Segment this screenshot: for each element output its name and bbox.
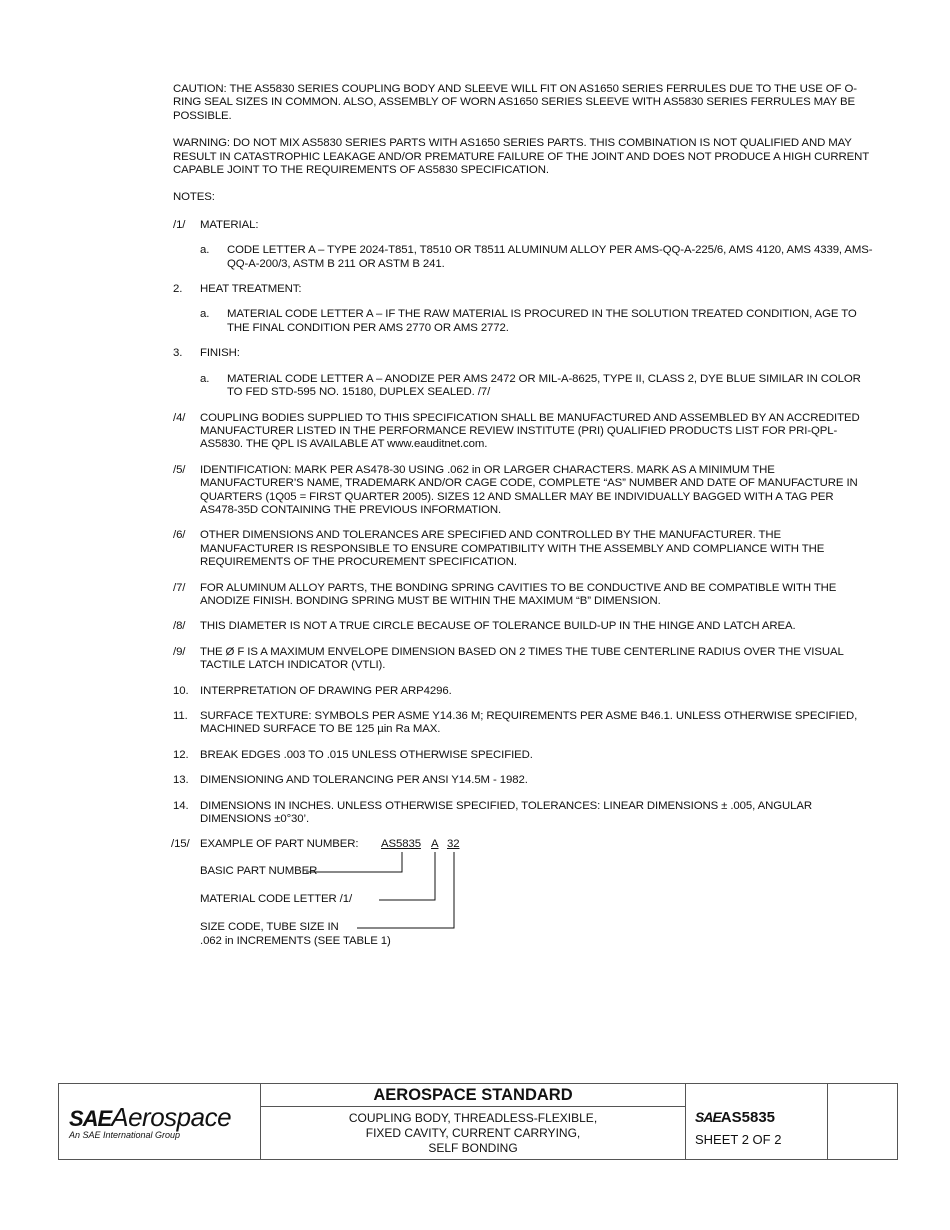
- note-6: /6/ OTHER DIMENSIONS AND TOLERANCES ARE SPECIFIED AND CONTROLLED BY THE MANUFACTURER. THE MANUFACTURER IS RESPONSIBLE TO ENSURE COMPATIBILITY WITH THE ASSEMBLY AND COMPLIANCE WITH THE REQUIREMENTS OF THE PROCUREMENT SPECIFICATION.: [173, 529, 825, 569]
- document-number: SAEAS5835: [695, 1109, 776, 1126]
- note-1: /1/ MATERIAL:: [173, 218, 259, 231]
- note-3: 3. FINISH:: [173, 347, 240, 360]
- sae-aerospace-logo: SAEAerospace An SAE International Group: [69, 1102, 232, 1140]
- note-9: /9/ THE Ø F IS A MAXIMUM ENVELOPE DIMENSION BASED ON 2 TIMES THE TUBE CENTERLINE RADIUS OVER THE VISUAL TACTILE LATCH INDICATOR (VTLI).: [173, 645, 844, 672]
- doc-number-cell: [686, 1084, 828, 1159]
- notes-heading: NOTES:: [173, 191, 215, 204]
- example-part-material: A: [431, 838, 439, 851]
- note-8: /8/ THIS DIAMETER IS NOT A TRUE CIRCLE BECAUSE OF TOLERANCE BUILD-UP IN THE HINGE AND LATCH AREA.: [173, 620, 796, 633]
- logo-subtitle: An SAE International Group: [69, 1130, 181, 1140]
- note-13: 13. DIMENSIONING AND TOLERANCING PER ANSI Y14.5M - 1982.: [173, 774, 528, 787]
- note-1-sub-a: a. CODE LETTER A – TYPE 2024-T851, T8510 OR T8511 ALUMINUM ALLOY PER AMS-QQ-A-225/6, AMS 4120, AMS 4339, AMS-QQ-A-200/3, ASTM B 211 OR ASTM B 241.: [200, 244, 873, 270]
- note-10: 10. INTERPRETATION OF DRAWING PER ARP4296.: [173, 684, 452, 697]
- leader-line-basic: [306, 852, 402, 872]
- note-12: 12. BREAK EDGES .003 TO .015 UNLESS OTHERWISE SPECIFIED.: [173, 748, 533, 761]
- empty-cell: [828, 1084, 897, 1159]
- leader-line-material: [379, 852, 435, 900]
- note-15-number: /15/: [171, 838, 190, 851]
- note-11: 11. SURFACE TEXTURE: SYMBOLS PER ASME Y14.36 M; REQUIREMENTS PER ASME B46.1. UNLESS OTHERWISE SPECIFIED, MACHINED SURFACE TO BE 125 µin Ra MAX.: [173, 710, 858, 736]
- leader-lines: [173, 838, 873, 978]
- example-part-basic: AS5835: [381, 838, 421, 851]
- title-cell: [261, 1084, 686, 1159]
- note-14: 14. DIMENSIONS IN INCHES. UNLESS OTHERWISE SPECIFIED, TOLERANCES: LINEAR DIMENSIONS ± .005, ANGULAR DIMENSIONS ±0°30’.: [173, 799, 812, 826]
- document-title: COUPLING BODY, THREADLESS-FLEXIBLE, FIXED CAVITY, CURRENT CARRYING, SELF BONDING: [348, 1111, 598, 1155]
- standard-heading: AEROSPACE STANDARD: [261, 1084, 685, 1107]
- callout-basic-part-number: BASIC PART NUMBER: [200, 865, 318, 878]
- leader-line-size: [357, 852, 454, 928]
- document-body: [173, 83, 873, 978]
- callout-size-code-line2: .062 in INCREMENTS (SEE TABLE 1): [200, 935, 391, 948]
- warning-paragraph: WARNING: DO NOT MIX AS5830 SERIES PARTS WITH AS1650 SERIES PARTS. THIS COMBINATION IS NOT QUALIFIED AND MAY RESULT IN CATASTROPHIC LEAKAGE AND/OR PREMATURE FAILURE OF THE JOINT AND DOES NOT PRODUCE A HIGH CURRENT CAPABLE JOINT TO THE REQUIREMENTS OF AS5830 SPECIFICATION.: [173, 137, 869, 177]
- note-4: /4/ COUPLING BODIES SUPPLIED TO THIS SPECIFICATION SHALL BE MANUFACTURED AND ASSEMBLED BY AN ACCREDITED MANUFACTURER LISTED IN THE PERFORMANCE REVIEW INSTITUTE (PRI) QUALIFIED PRODUCTS LIST FOR PRI-QPL-AS5830. THE QPL IS AVAILABLE AT www.eauditnet.com.: [173, 411, 860, 451]
- callout-size-code: SIZE CODE, TUBE SIZE IN: [200, 921, 339, 934]
- caution-paragraph: CAUTION: THE AS5830 SERIES COUPLING BODY AND SLEEVE WILL FIT ON AS1650 SERIES FERRULES DUE TO THE USE OF O-RING SEAL SIZES IN COMMON. ALSO, ASSEMBLY OF WORN AS1650 SERIES SLEEVE WITH AS5830 SERIES FERRULES MAY BE POSSIBLE.: [173, 83, 857, 122]
- note-5: /5/ IDENTIFICATION: MARK PER AS478-30 USING .062 in OR LARGER CHARACTERS. MARK AS A MINIMUM THE MANUFACTURER’S NAME, TRADEMARK AND/OR CAGE CODE, COMPLETE “AS” NUMBER AND DATE OF MANUFACTURE IN QUARTERS (1Q05 = FIRST QUARTER 2005). SIZES 12 AND SMALLER MAY BE INDIVIDUALLY BAGGED WITH A TAG PER AS478-35D CONTAINING THE PREVIOUS INFORMATION.: [173, 463, 858, 516]
- note-7: /7/ FOR ALUMINUM ALLOY PARTS, THE BONDING SPRING CAVITIES TO BE CONDUCTIVE AND BE COMPATIBLE WITH THE ANODIZE FINISH. BONDING SPRING MUST BE WITHIN THE MAXIMUM “B” DIMENSION.: [173, 581, 837, 607]
- note-2-sub-a: a. MATERIAL CODE LETTER A – IF THE RAW MATERIAL IS PROCURED IN THE SOLUTION TREATED CONDITION, AGE TO THE FINAL CONDITION PER AMS 2770 OR AMS 2772.: [200, 308, 857, 334]
- sheet-number: SHEET 2 OF 2: [695, 1132, 782, 1147]
- logo-cell: [59, 1084, 261, 1159]
- callout-material-code: MATERIAL CODE LETTER /1/: [200, 893, 353, 906]
- title-block: [58, 1083, 898, 1160]
- note-2: 2. HEAT TREATMENT:: [173, 283, 302, 296]
- part-number-example: [173, 838, 873, 978]
- note-3-sub-a: a. MATERIAL CODE LETTER A – ANODIZE PER AMS 2472 OR MIL-A-8625, TYPE II, CLASS 2, DYE BLUE SIMILAR IN COLOR TO FED STD-595 NO. 15180, DUPLEX SEALED. /7/: [200, 372, 861, 399]
- example-label: EXAMPLE OF PART NUMBER:: [200, 838, 359, 851]
- example-part-size: 32: [447, 838, 460, 851]
